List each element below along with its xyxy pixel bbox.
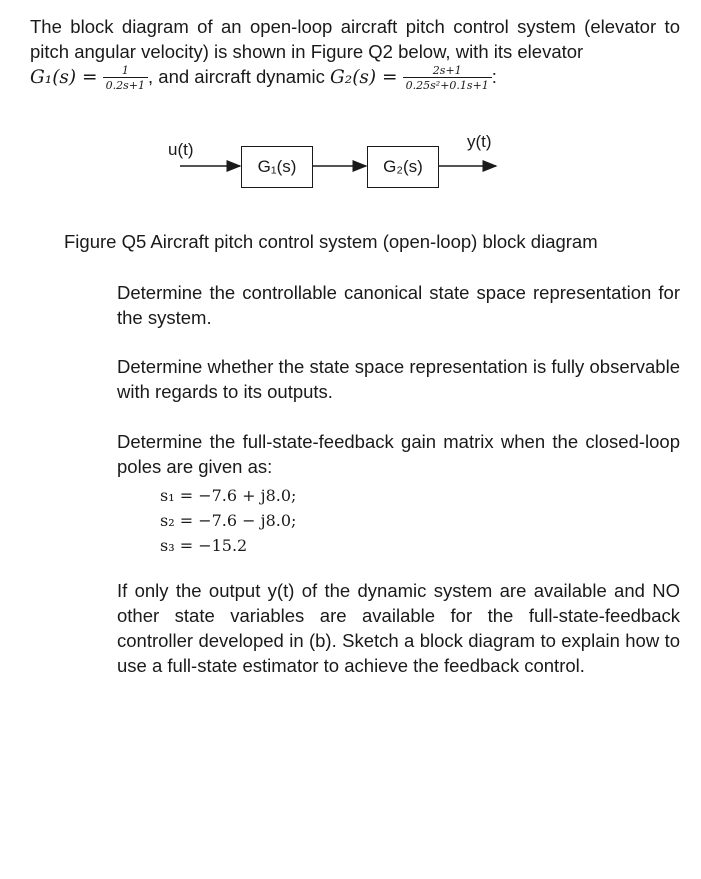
g2-denominator: 0.25s²+0.1s+1 bbox=[403, 77, 492, 92]
block-diagram bbox=[0, 126, 701, 206]
g1-denominator: 0.2s+1 bbox=[103, 77, 148, 92]
figure-caption: Figure Q5 Aircraft pitch control system (open-loop) block diagram bbox=[64, 231, 598, 252]
g2-suffix: : bbox=[491, 66, 497, 87]
block-g2-label: G₂(s) bbox=[383, 157, 423, 176]
g1-fraction bbox=[103, 64, 148, 92]
diagram-connections bbox=[0, 126, 701, 206]
question-b bbox=[117, 354, 680, 404]
g2-numerator: 2s+1 bbox=[432, 64, 462, 78]
block-g1-label: G₁(s) bbox=[257, 157, 297, 176]
question-c-text: Determine the full-state-feedback gain matrix when the closed-loop poles are given as: bbox=[117, 431, 680, 477]
g1-label: G₁(s) = bbox=[30, 67, 98, 88]
transfer-function-line bbox=[30, 64, 680, 100]
block-g1 bbox=[241, 146, 313, 188]
block-g2 bbox=[367, 146, 439, 188]
problem-intro bbox=[30, 14, 680, 100]
input-label: u(t) bbox=[168, 140, 194, 159]
question-a bbox=[117, 280, 680, 330]
pole-s3: s₃ = −15.2 bbox=[160, 536, 248, 555]
closed-loop-poles bbox=[160, 483, 296, 558]
question-a-text: Determine the controllable canonical state space representation for the system. bbox=[117, 282, 680, 328]
g1-suffix: , bbox=[148, 66, 154, 87]
intro-mid-text: and aircraft dynamic bbox=[158, 66, 325, 87]
pole-s1: s₁ = −7.6 + j8.0; bbox=[160, 486, 297, 505]
output-label: y(t) bbox=[467, 132, 492, 151]
question-b-text: Determine whether the state space representation is fully observable with regards to its outputs. bbox=[117, 356, 680, 402]
question-c bbox=[117, 429, 680, 479]
g1-numerator: 1 bbox=[121, 64, 129, 78]
pole-s2: s₂ = −7.6 − j8.0; bbox=[160, 511, 297, 530]
intro-text: The block diagram of an open-loop aircraft pitch control system (elevator to pitch angular velocity) is shown in Figure Q2 below, with its elevator bbox=[30, 16, 680, 62]
question-d bbox=[117, 578, 680, 678]
g2-label: G₂(s) = bbox=[330, 67, 398, 88]
question-d-text: If only the output y(t) of the dynamic system are available and NO other state variables are available for the full-state-feedback controller developed in (b). Sketch a block diagram to explain how to use a full-state estimator to achieve the feedback control. bbox=[117, 580, 680, 676]
g2-fraction bbox=[403, 64, 492, 92]
